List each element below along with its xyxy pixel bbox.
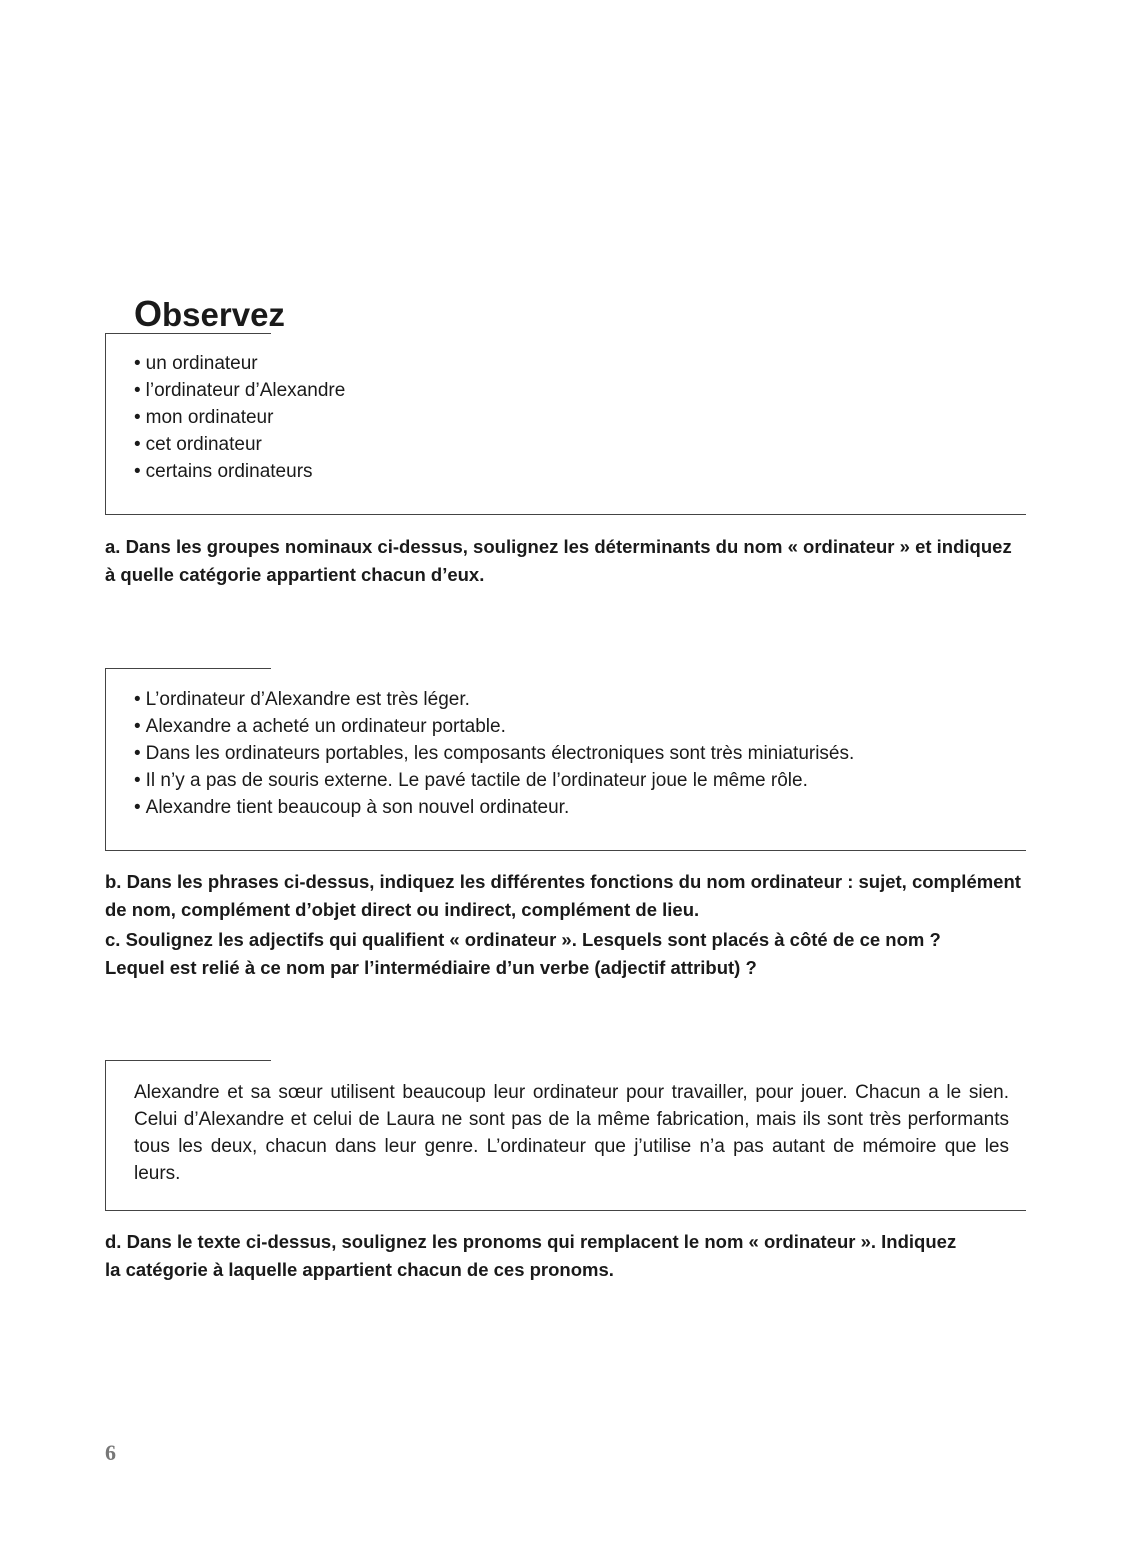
example-box-sentences [105, 668, 1026, 851]
section-title [134, 293, 285, 334]
question-c-line2: Lequel est relié à ce nom par l’intermédiaire d’un verbe (adjectif attribut) ? [105, 956, 757, 978]
box-tab-line [105, 668, 271, 669]
list-item: • mon ordinateur [134, 404, 345, 431]
noun-group-list [134, 350, 345, 485]
list-item: • Alexandre tient beaucoup à son nouvel ordinateur. [134, 794, 854, 821]
question-c-line1: c. Soulignez les adjectifs qui qualifient « ordinateur ». Lesquels sont placés à côté de ce nom ? [105, 929, 941, 950]
sentence-list [134, 686, 854, 821]
list-item: • Dans les ordinateurs portables, les composants électroniques sont très miniaturisés. [134, 740, 854, 767]
question-d [105, 1228, 1035, 1283]
list-item: • L’ordinateur d’Alexandre est très léger. [134, 686, 854, 713]
question-a-line2: à quelle catégorie appartient chacun d’eux. [105, 563, 485, 585]
example-paragraph: Alexandre et sa sœur utilisent beaucoup leur ordinateur pour travailler, pour jouer. Chacun a le sien. Celui d’Alexandre et celui de Laura ne sont pas de la même fabrication, mais ils sont très performants tous les deux, chacun dans leur genre. L’ordinateur que j’utilise n’a pas autant de mémoire que les leurs. [134, 1082, 1009, 1184]
question-c [105, 926, 1035, 981]
list-item: • cet ordinateur [134, 431, 345, 458]
section-title-rest: bservez [162, 296, 285, 333]
question-d-line2: la catégorie à laquelle appartient chacun de ces pronoms. [105, 1258, 614, 1280]
question-a-line1: a. Dans les groupes nominaux ci-dessus, soulignez les déterminants du nom « ordinateur » et indiquez [105, 536, 1012, 557]
question-b-line2: de nom, complément d’objet direct ou indirect, complément de lieu. [105, 898, 700, 920]
list-item: • certains ordinateurs [134, 458, 345, 485]
question-b-line1: b. Dans les phrases ci-dessus, indiquez les différentes fonctions du nom ordinateur : sujet, complément [105, 871, 1021, 892]
list-item: • un ordinateur [134, 350, 345, 377]
box-tab-line [105, 1060, 271, 1061]
list-item: • Alexandre a acheté un ordinateur portable. [134, 713, 854, 740]
list-item: • l’ordinateur d’Alexandre [134, 377, 345, 404]
list-item: • Il n’y a pas de souris externe. Le pavé tactile de l’ordinateur joue le même rôle. [134, 767, 854, 794]
section-title-initial: O [134, 293, 163, 334]
example-box-text [105, 1060, 1026, 1211]
question-b [105, 868, 1035, 923]
page-number: 6 [105, 1440, 116, 1465]
question-d-line1: d. Dans le texte ci-dessus, soulignez les pronoms qui remplacent le nom « ordinateur ». Indiquez [105, 1231, 957, 1252]
question-a [105, 533, 1035, 588]
example-box-noun-groups [105, 333, 1026, 515]
box-tab-line [105, 333, 271, 334]
